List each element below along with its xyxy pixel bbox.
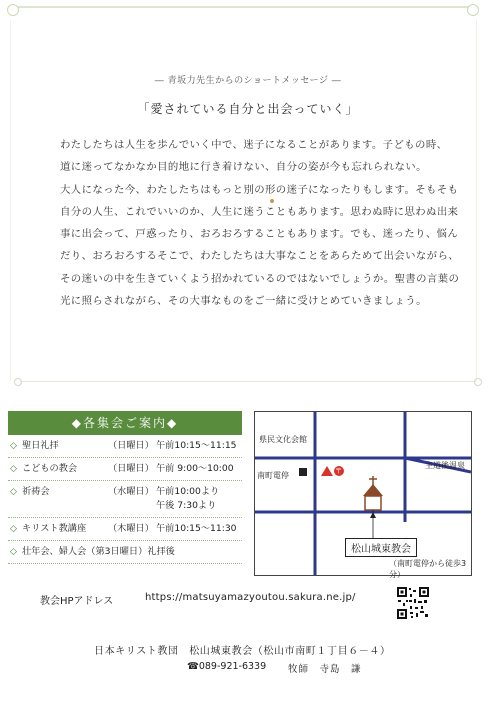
- schedule-row: [8, 435, 242, 458]
- message-header: ― 青坂力先生からのショートメッセージ ―: [154, 76, 342, 86]
- schedule-row: [8, 541, 242, 564]
- meeting-name: キリスト教講座: [22, 523, 87, 534]
- message-line: その迷いの中を生きていくよう招かれているのではないでしょうか。聖書の言葉の: [60, 272, 460, 285]
- meeting-time: 午前10:15～11:30: [156, 523, 237, 534]
- schedule-row: [8, 458, 242, 481]
- meeting-time-evening: 午後 7:30より: [156, 500, 217, 511]
- meeting-time: 午前 9:00～10:00: [156, 463, 234, 474]
- meeting-time: 午前10:15～11:15: [156, 440, 237, 451]
- post-label: 〒: [335, 467, 342, 475]
- tram-stop-marker: [299, 468, 307, 476]
- meeting-day: （日曜日）: [108, 463, 154, 474]
- meeting-name: 祈祷会: [22, 486, 50, 497]
- homepage-label: 教会HPアドレス: [40, 596, 114, 607]
- message-title: 「愛されている自分と出会っていく」: [137, 102, 359, 116]
- diamond-icon: ◇: [10, 441, 17, 451]
- divider-ornament-right: [474, 378, 482, 386]
- message-body: [60, 134, 460, 312]
- schedule-row: [8, 518, 242, 541]
- meeting-day: （日曜日）: [108, 440, 154, 451]
- schedule-row: [8, 481, 242, 518]
- diamond-icon: ◇: [10, 464, 17, 474]
- meeting-day: （木曜日）: [108, 523, 154, 534]
- section-divider: [20, 381, 476, 382]
- diamond-icon: ◇: [10, 547, 17, 557]
- message-line: だり、おろおろするそこで、わたしたちは大事なことをあらためて出会いながら、: [60, 250, 460, 263]
- message-line: 道に迷ってなかなか目的地に行き着けない、自分の姿が今も忘れられない。: [60, 161, 427, 174]
- decorative-dot: [270, 199, 274, 203]
- church-address: 日本キリスト教団 松山城東教会（松山市南町１丁目６－４）: [94, 646, 391, 657]
- walk-note: （南町電停から徒歩3分）: [389, 559, 467, 579]
- tram-stop-label: 南町電停: [257, 471, 289, 480]
- pastor-name: 牧師 寺島 謙: [288, 664, 362, 675]
- message-line: 光に照らされながら、その大事なものをご一緒に受けとめていきましょう。: [60, 295, 427, 308]
- meeting-time: 午前10:00より: [156, 486, 220, 497]
- meeting-name: こどもの教会: [22, 463, 78, 474]
- meeting-name: 壮年会、婦人会（第3日曜日）礼拝後: [22, 546, 175, 557]
- meeting-name: 聖日礼拝: [22, 440, 59, 451]
- diamond-icon: ◇: [10, 524, 17, 534]
- message-line: 事に出会って、戸惑ったり、おろおろすることもあります。でも、迷ったり、悩ん: [60, 228, 459, 241]
- divider-ornament-left: [14, 378, 22, 386]
- message-line: 自分の人生、これでいいのか、人生に迷うこともあります。思わぬ時に思わぬ出来: [60, 205, 459, 218]
- schedule-title: ◆各集会ご案内◆: [8, 411, 242, 435]
- message-line: 大人になった今、わたしたちはもっと別の形の迷子になったりもします。そもそも: [60, 183, 459, 196]
- tram-stop-triangle: [321, 466, 333, 476]
- schedule-box: [8, 411, 242, 564]
- church-building-icon: [365, 496, 381, 510]
- culture-hall-label: 県民文化会館: [259, 435, 307, 444]
- church-label: 松山城東教会: [345, 538, 417, 557]
- road-label: 主道後温泉: [425, 461, 465, 470]
- church-map: [254, 411, 472, 579]
- meeting-day: （水曜日）: [108, 486, 154, 497]
- qr-code-icon[interactable]: [396, 586, 430, 620]
- diamond-icon: ◇: [10, 487, 17, 497]
- message-line: わたしたちは人生を歩んでいく中で、迷子になることがあります。子どもの時、: [60, 139, 448, 151]
- homepage-link[interactable]: https://matsuyamazyoutou.sakura.ne.jp/: [145, 592, 356, 603]
- phone-number: ☎089-921-6339: [187, 661, 267, 672]
